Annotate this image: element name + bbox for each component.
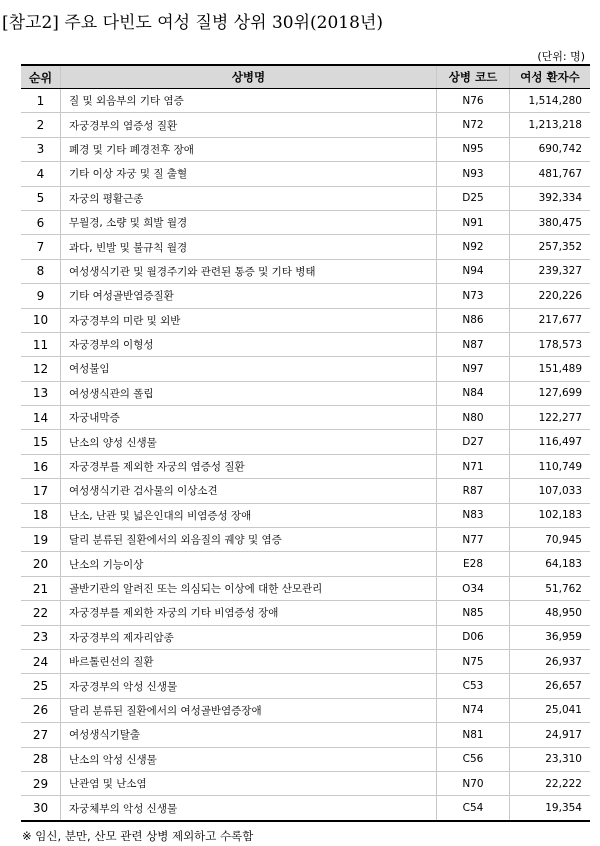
disease-code-cell: R87 [437,479,510,503]
disease-code-cell: D25 [437,186,510,210]
rank-cell: 27 [21,723,61,747]
rank-cell: 5 [21,186,61,210]
disease-code-cell: N77 [437,528,510,552]
patient-count-cell: 110,749 [510,454,591,478]
rank-cell: 14 [21,406,61,430]
rank-cell: 21 [21,576,61,600]
patient-count-cell: 690,742 [510,137,591,161]
disease-name-cell: 여성불임 [61,357,437,381]
disease-name-cell: 자궁경부의 악성 신생물 [61,674,437,698]
rank-cell: 25 [21,674,61,698]
patient-count-cell: 107,033 [510,479,591,503]
table-row [21,528,590,552]
disease-code-cell: N70 [437,771,510,795]
disease-name-cell: 여성생식기관 검사물의 이상소견 [61,479,437,503]
patient-count-cell: 392,334 [510,186,591,210]
disease-code-cell: N76 [437,89,510,113]
disease-name-cell: 자궁경부의 미란 및 외반 [61,308,437,332]
patient-count-cell: 380,475 [510,210,591,234]
table-row [21,332,590,356]
table-row [21,284,590,308]
table-body [21,89,590,821]
disease-name-cell: 난소의 양성 신생물 [61,430,437,454]
rank-cell: 16 [21,454,61,478]
disease-code-cell: N81 [437,723,510,747]
disease-code-cell: N71 [437,454,510,478]
table-row [21,674,590,698]
disease-name-cell: 난소, 난관 및 넓은인대의 비염증성 장애 [61,503,437,527]
disease-code-cell: N86 [437,308,510,332]
disease-code-cell: N73 [437,284,510,308]
table-row [21,381,590,405]
table-row [21,771,590,795]
rank-cell: 23 [21,625,61,649]
disease-name-cell: 자궁경부의 염증성 질환 [61,113,437,137]
patient-count-cell: 257,352 [510,235,591,259]
patient-count-cell: 51,762 [510,576,591,600]
table-row [21,113,590,137]
disease-name-cell: 과다, 빈발 및 불규칙 월경 [61,235,437,259]
disease-name-cell: 기타 이상 자궁 및 질 출혈 [61,162,437,186]
disease-code-cell: N91 [437,210,510,234]
patient-count-cell: 122,277 [510,406,591,430]
disease-code-cell: E28 [437,552,510,576]
disease-code-cell: N95 [437,137,510,161]
disease-code-cell: N74 [437,698,510,722]
disease-code-cell: N75 [437,649,510,673]
rank-cell: 29 [21,771,61,795]
table-row [21,357,590,381]
rank-cell: 9 [21,284,61,308]
disease-name-cell: 자궁경부의 이형성 [61,332,437,356]
patient-count-cell: 19,354 [510,796,591,821]
disease-code-cell: N80 [437,406,510,430]
table-row [21,625,590,649]
disease-code-cell: C53 [437,674,510,698]
disease-code-cell: N83 [437,503,510,527]
disease-code-cell: O34 [437,576,510,600]
patient-count-cell: 22,222 [510,771,591,795]
table-row [21,235,590,259]
disease-name-cell: 자궁경부를 제외한 자궁의 기타 비염증성 장애 [61,601,437,625]
table-row [21,406,590,430]
patient-count-cell: 26,657 [510,674,591,698]
rank-cell: 15 [21,430,61,454]
disease-name-cell: 골반기관의 알려진 또는 의심되는 이상에 대한 산모관리 [61,576,437,600]
table-header-row [21,65,590,89]
rank-cell: 1 [21,89,61,113]
table-row [21,552,590,576]
table-row [21,308,590,332]
disease-code-cell: N87 [437,332,510,356]
rank-cell: 4 [21,162,61,186]
table-row [21,649,590,673]
rank-cell: 8 [21,259,61,283]
disease-table [21,64,590,822]
disease-name-cell: 난관염 및 난소염 [61,771,437,795]
disease-code-cell: N97 [437,357,510,381]
disease-code-cell: D27 [437,430,510,454]
disease-name-cell: 난소의 악성 신생물 [61,747,437,771]
rank-cell: 3 [21,137,61,161]
rank-cell: 10 [21,308,61,332]
rank-cell: 18 [21,503,61,527]
disease-name-cell: 달리 분류된 질환에서의 여성골반염증장애 [61,698,437,722]
disease-name-cell: 달리 분류된 질환에서의 외음질의 궤양 및 염증 [61,528,437,552]
patient-count-cell: 26,937 [510,649,591,673]
rank-cell: 24 [21,649,61,673]
patient-count-cell: 23,310 [510,747,591,771]
rank-cell: 13 [21,381,61,405]
patient-count-cell: 1,213,218 [510,113,591,137]
disease-code-cell: N92 [437,235,510,259]
rank-cell: 20 [21,552,61,576]
table-row [21,698,590,722]
table-row [21,747,590,771]
disease-name-cell: 질 및 외음부의 기타 염증 [61,89,437,113]
disease-name-cell: 자궁체부의 악성 신생물 [61,796,437,821]
disease-code-cell: C54 [437,796,510,821]
disease-name-cell: 자궁경부를 제외한 자궁의 염증성 질환 [61,454,437,478]
table-row [21,796,590,821]
patient-count-cell: 64,183 [510,552,591,576]
disease-name-cell: 바르톨린선의 질환 [61,649,437,673]
patient-count-cell: 102,183 [510,503,591,527]
table-row [21,162,590,186]
unit-label: (단위: 명) [537,50,585,63]
disease-name-cell: 자궁내막증 [61,406,437,430]
table-row [21,723,590,747]
disease-code-cell: N84 [437,381,510,405]
rank-cell: 11 [21,332,61,356]
rank-cell: 19 [21,528,61,552]
rank-cell: 12 [21,357,61,381]
disease-code-cell: N94 [437,259,510,283]
header-rank: 순위 [21,65,61,89]
disease-name-cell: 무월경, 소량 및 희발 월경 [61,210,437,234]
disease-name-cell: 자궁경부의 제자리암종 [61,625,437,649]
rank-cell: 30 [21,796,61,821]
rank-cell: 7 [21,235,61,259]
header-disease-code: 상병 코드 [437,65,510,89]
table-row [21,503,590,527]
disease-name-cell: 자궁의 평활근종 [61,186,437,210]
patient-count-cell: 239,327 [510,259,591,283]
patient-count-cell: 70,945 [510,528,591,552]
table-row [21,576,590,600]
patient-count-cell: 217,677 [510,308,591,332]
patient-count-cell: 220,226 [510,284,591,308]
table-row [21,186,590,210]
disease-code-cell: N93 [437,162,510,186]
patient-count-cell: 151,489 [510,357,591,381]
patient-count-cell: 127,699 [510,381,591,405]
rank-cell: 28 [21,747,61,771]
disease-name-cell: 여성생식관의 폴립 [61,381,437,405]
disease-name-cell: 폐경 및 기타 폐경전후 장애 [61,137,437,161]
header-disease-name: 상병명 [61,65,437,89]
table-row [21,210,590,234]
patient-count-cell: 1,514,280 [510,89,591,113]
patient-count-cell: 25,041 [510,698,591,722]
disease-code-cell: C56 [437,747,510,771]
footnote: ※ 임신, 분만, 산모 관련 상병 제외하고 수록함 [22,829,254,843]
disease-name-cell: 여성생식기탈출 [61,723,437,747]
table-row [21,137,590,161]
patient-count-cell: 178,573 [510,332,591,356]
rank-cell: 2 [21,113,61,137]
rank-cell: 17 [21,479,61,503]
rank-cell: 6 [21,210,61,234]
patient-count-cell: 36,959 [510,625,591,649]
table-row [21,89,590,113]
table-row [21,454,590,478]
disease-name-cell: 기타 여성골반염증질환 [61,284,437,308]
disease-name-cell: 난소의 기능이상 [61,552,437,576]
table-row [21,430,590,454]
page-title: [참고2] 주요 다빈도 여성 질병 상위 30위(2018년) [2,13,383,33]
patient-count-cell: 116,497 [510,430,591,454]
disease-code-cell: D06 [437,625,510,649]
table-row [21,479,590,503]
disease-name-cell: 여성생식기관 및 월경주기와 관련된 통증 및 기타 병태 [61,259,437,283]
patient-count-cell: 481,767 [510,162,591,186]
table-row [21,601,590,625]
table-row [21,259,590,283]
rank-cell: 26 [21,698,61,722]
disease-code-cell: N72 [437,113,510,137]
patient-count-cell: 48,950 [510,601,591,625]
rank-cell: 22 [21,601,61,625]
header-female-patients: 여성 환자수 [510,65,591,89]
patient-count-cell: 24,917 [510,723,591,747]
disease-code-cell: N85 [437,601,510,625]
